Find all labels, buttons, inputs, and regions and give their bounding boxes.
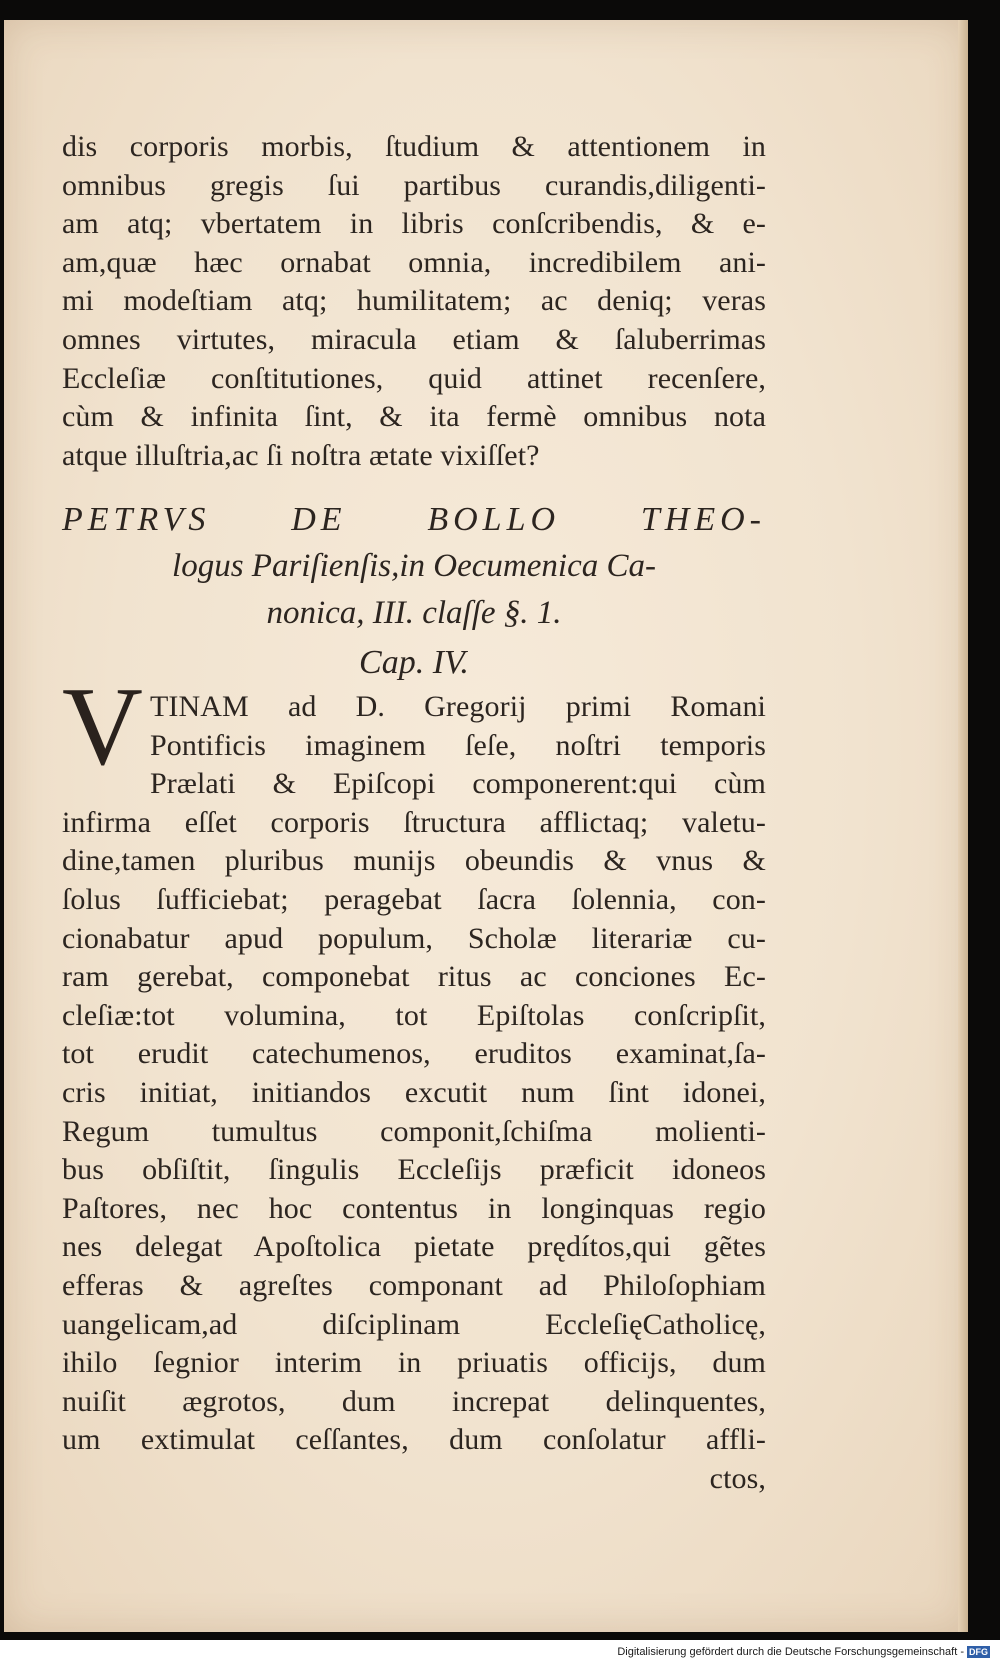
text-line: tot erudit catechumenos, eruditos examinat,ſa- — [62, 1037, 766, 1071]
digitization-credit — [617, 1645, 990, 1659]
text-line: cleſiæ:tot volumina, tot Epiſtolas conſcripſit, — [62, 998, 766, 1032]
text-line: Pontificis imaginem ſeſe, noſtri temporis — [150, 728, 766, 762]
text-line: efferas & agreſtes componant ad Philoſophiam — [62, 1268, 766, 1302]
paragraph-continuation — [62, 128, 766, 475]
text-line: ihilo ſegnior interim in priuatis officijs, dum — [62, 1346, 766, 1380]
text-line: TINAM ad D. Gregorij primi Romani — [150, 690, 766, 723]
text-line: ſolus ſufficiebat; peragebat ſacra ſolennia, con- — [62, 882, 766, 916]
chapter-title: Cap. IV. — [359, 644, 469, 681]
text-line: am,quæ hæc ornabat omnia, incredibilem ani- — [62, 245, 766, 279]
text-line: omnes virtutes, miracula etiam & ſaluberrimas — [62, 322, 766, 356]
section-heading — [62, 496, 766, 637]
heading-line: nonica, III. claſſe §. 1. — [266, 595, 562, 631]
text-line: dis corporis morbis, ſtudium & attentionem in — [62, 130, 766, 163]
text-line: dine,tamen pluribus munijs obeundis & vnus & — [62, 844, 766, 878]
catchword: ctos, — [709, 1461, 766, 1495]
text-line: um extimulat ceſſantes, dum conſolatur affli- — [62, 1423, 766, 1457]
heading-line: PETRVS DE BOLLO THEO- — [62, 501, 766, 538]
chapter-paragraph — [62, 688, 766, 1498]
text-line: cionabatur apud populum, Scholæ literariæ cu- — [62, 921, 766, 955]
heading-line: logus Pariſienſis,in Oecumenica Ca- — [172, 548, 656, 584]
page-edge — [958, 20, 968, 1632]
text-line: bus obſiſtit, ſingulis Eccleſijs præficit idoneos — [62, 1153, 766, 1187]
text-line: atque illuſtria,ac ſi noſtra ætate vixiſſet? — [62, 438, 540, 472]
text-line: Eccleſiæ conſtitutiones, quid attinet recenſere, — [62, 361, 766, 395]
text-line: nuiſit ægrotos, dum increpat delinquentes, — [62, 1384, 766, 1418]
text-line: cris initiat, initiandos excutit num ſint idonei, — [62, 1075, 766, 1109]
text-line: uangelicam,ad diſciplinam EccleſięCatholicę, — [62, 1307, 766, 1341]
text-line: cùm & infinita ſint, & ita fermè omnibus nota — [62, 400, 766, 434]
text-line: Prælati & Epiſcopi componerent:qui cùm — [150, 767, 766, 801]
drop-cap-initial: V — [62, 665, 143, 789]
text-line: nes delegat Apoſtolica pietate prędítos,qui gẽtes — [62, 1230, 766, 1264]
text-line: am atq; vbertatem in libris conſcribendis, & e- — [62, 207, 766, 241]
text-line: infirma eſſet corporis ſtructura afflictaq; valetu- — [62, 805, 766, 839]
text-line: Paſtores, nec hoc contentus in longinquas regio — [62, 1191, 766, 1225]
dfg-logo: DFG — [969, 1647, 988, 1658]
text-line: Regum tumultus componit,ſchiſma molienti- — [62, 1114, 766, 1148]
credit-text: Digitalisierung gefördert durch die Deutsche Forschungsgemeinschaft - — [617, 1646, 964, 1658]
text-line: omnibus gregis ſui partibus curandis,diligenti- — [62, 168, 766, 202]
text-line: ram gerebat, componebat ritus ac conciones Ec- — [62, 960, 766, 994]
text-line: mi modeſtiam atq; humilitatem; ac deniq; veras — [62, 284, 766, 318]
